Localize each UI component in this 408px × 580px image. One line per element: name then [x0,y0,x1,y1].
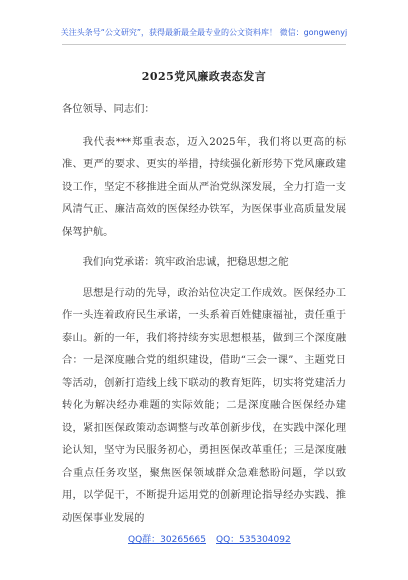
qq-group-link[interactable]: QQ群：30265665 [128,535,206,545]
header-banner[interactable]: 关注头条号“公文研究”，获得最新最全最专业的公文资料库！ 微信：gongwenyj [60,28,348,37]
salutation: 各位领导、同志们： [62,103,155,115]
section-paragraph: 思想是行动的先导，政治站位决定工作成效。医保经办工作一头连着政府民生承诺，一头系着百姓健康福祉，责任重于泰山。新的一年，我们将持续夯实思想根基，做到三个深度融合：一是深度融合党的组织建设，借助“三会一课”、主题党日等活动，创新打造线上线下联动的教育矩阵，切实将党建活力转化为解决经办难题的实际效能；二是深度融合医保经办建设，紧扣医保政策动态调整与改革创新步伐，在实践中深化理论认知，坚守为民服务初心，勇担医保改革重任；三是深度融合重点任务攻坚，聚焦医保领域群众急难愁盼问题，学以致用，以学促干，不断提升运用党的创新理论指导经办实践、推动医保事业发展的 [62,286,346,524]
document-body [62,98,346,529]
section-heading: 我们向党承诺：筑牢政治忠诚，把稳思想之舵 [82,256,289,268]
opening-paragraph: 我代表***郑重表态，迈入2025年，我们将以更高的标准、更严的要求、更实的举措，持续强化新形势下党风廉政建设工作，坚定不移推进全面从严治党纵深发展，全力打造一支风清气正、廉洁高效的医保经办铁军，为医保事业高质量发展保驾护航。 [62,135,346,238]
document-title: 2025党风廉政表态发言 [141,70,267,83]
qq-contact-link[interactable]: QQ：535304092 [216,535,291,545]
header-divider [62,44,346,45]
footer-contacts [0,532,408,546]
